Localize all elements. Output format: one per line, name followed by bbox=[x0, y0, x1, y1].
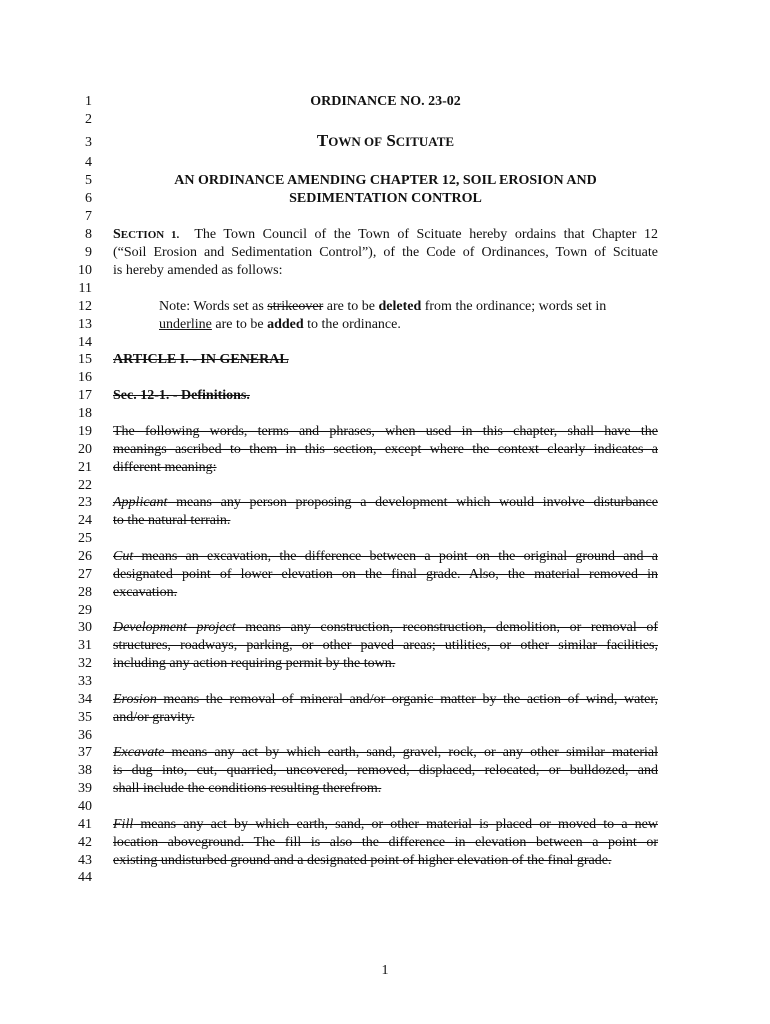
def-term: Excavate bbox=[113, 745, 165, 760]
line-number: 5 bbox=[85, 173, 92, 188]
line-number: 30 bbox=[78, 620, 92, 635]
town-title bbox=[113, 132, 658, 151]
line-number: 19 bbox=[78, 424, 92, 439]
line-number: 16 bbox=[78, 370, 92, 385]
def-cut-line3: excavation. bbox=[113, 585, 178, 600]
def-excavate-line2: is dug into, cut, quarried, uncovered, removed, displaced, relocated, or bulldozed, and bbox=[113, 763, 658, 778]
line-number: 11 bbox=[78, 281, 92, 296]
def-fill-line3: existing undisturbed ground and a designated point of higher elevation of the final grade. bbox=[113, 853, 612, 868]
line-number: 6 bbox=[85, 191, 92, 206]
line-number: 44 bbox=[78, 870, 92, 885]
line-number: 41 bbox=[78, 817, 92, 832]
line-number: 36 bbox=[78, 728, 92, 743]
ordinance-number: ORDINANCE NO. 23-02 bbox=[310, 94, 461, 109]
line-number: 4 bbox=[85, 155, 92, 170]
def-fill-line2: location aboveground. The fill is also the difference in elevation between a point or bbox=[113, 835, 658, 850]
def-cut-line1 bbox=[113, 548, 658, 566]
section1-line3: is hereby amended as follows: bbox=[113, 263, 283, 278]
ordinance-subtitle-line1: AN ORDINANCE AMENDING CHAPTER 12, SOIL EROSION AND bbox=[174, 173, 597, 188]
note-text: from the ordinance; words set in bbox=[421, 299, 607, 314]
section-heading: Sec. 12-1. - Definitions. bbox=[113, 388, 250, 403]
line-number: 31 bbox=[78, 638, 92, 653]
line-number: 40 bbox=[78, 799, 92, 814]
town-title-s: S bbox=[386, 131, 396, 150]
line-number: 32 bbox=[78, 656, 92, 671]
section1-line2: (“Soil Erosion and Sedimentation Control”), of the Code of Ordinances, Town of Scituate bbox=[113, 245, 658, 260]
line-number: 1 bbox=[85, 94, 92, 109]
def-applicant-line2: to the natural terrain. bbox=[113, 513, 231, 528]
def-text: means an excavation, the difference between a point on the original ground and a bbox=[133, 549, 658, 564]
note-text: to the ordinance. bbox=[303, 317, 401, 332]
section1-line1 bbox=[113, 226, 658, 244]
def-development-line3: including any action requiring permit by the town. bbox=[113, 656, 396, 671]
section1-label-rest: ECTION 1. bbox=[120, 229, 180, 241]
page-number: 1 bbox=[381, 963, 389, 978]
def-development-line1 bbox=[113, 619, 658, 637]
line-number: 28 bbox=[78, 585, 92, 600]
line-number: 29 bbox=[78, 603, 92, 618]
line-number: 24 bbox=[78, 513, 92, 528]
line-number: 34 bbox=[78, 692, 92, 707]
def-cut-line2: designated point of lower elevation on the final grade. Also, the material removed in bbox=[113, 567, 658, 582]
def-excavate-line3: shall include the conditions resulting therefrom. bbox=[113, 781, 382, 796]
note-deleted: deleted bbox=[378, 299, 422, 314]
line-number: 27 bbox=[78, 567, 92, 582]
line-number: 15 bbox=[78, 352, 92, 367]
line-number: 7 bbox=[85, 209, 92, 224]
def-excavate-line1 bbox=[113, 744, 658, 762]
line-number: 10 bbox=[78, 263, 92, 278]
note-line2 bbox=[159, 316, 658, 334]
line-number: 42 bbox=[78, 835, 92, 850]
def-term: Cut bbox=[113, 549, 134, 564]
intro-line2: meanings ascribed to them in this section, except where the context clearly indicates a bbox=[113, 442, 658, 457]
note-text: Note: Words set as bbox=[159, 299, 268, 314]
article-heading: ARTICLE I. - IN GENERAL bbox=[113, 352, 289, 367]
def-term: Applicant bbox=[113, 495, 168, 510]
note-added: added bbox=[267, 317, 304, 332]
line-number: 8 bbox=[85, 227, 92, 242]
note-underline-word: underline bbox=[159, 317, 212, 332]
line-number: 43 bbox=[78, 853, 92, 868]
section1-label bbox=[113, 227, 179, 242]
town-title-cituate: CITUATE bbox=[395, 134, 455, 149]
line-number: 21 bbox=[78, 460, 92, 475]
ordinance-subtitle-line2: SEDIMENTATION CONTROL bbox=[289, 191, 482, 206]
line-number: 23 bbox=[78, 495, 92, 510]
line-number: 9 bbox=[85, 245, 92, 260]
line-number: 12 bbox=[78, 299, 92, 314]
line-number: 25 bbox=[78, 531, 92, 546]
line-number: 33 bbox=[78, 674, 92, 689]
def-text: means any act by which earth, sand, gravel, rock, or any other similar material bbox=[164, 745, 658, 760]
intro-line3: different meaning: bbox=[113, 460, 217, 475]
note-text: are to be bbox=[323, 299, 379, 314]
section1-label-s: S bbox=[113, 227, 121, 242]
def-term: Fill bbox=[113, 817, 134, 832]
section1-text: The Town Council of the Town of Scituate hereby ordains that Chapter 12 bbox=[194, 227, 658, 242]
def-text: means any person proposing a development which would involve disturbance bbox=[167, 495, 658, 510]
def-fill-line1 bbox=[113, 816, 658, 834]
def-text: means any act by which earth, sand, or other material is placed or moved to a new bbox=[133, 817, 658, 832]
line-number: 17 bbox=[78, 388, 92, 403]
line-number: 22 bbox=[78, 478, 92, 493]
def-term: Development project bbox=[113, 620, 236, 635]
town-title-own: OWN OF bbox=[328, 134, 383, 149]
def-development-line2: structures, roadways, parking, or other paved areas; utilities, or other similar facilities, bbox=[113, 638, 658, 653]
line-number: 2 bbox=[85, 112, 92, 127]
line-number: 26 bbox=[78, 549, 92, 564]
line-number: 20 bbox=[78, 442, 92, 457]
def-text: means the removal of mineral and/or organic matter by the action of wind, water, bbox=[156, 692, 658, 707]
town-title-t: T bbox=[316, 131, 329, 150]
line-number: 38 bbox=[78, 763, 92, 778]
line-number: 14 bbox=[78, 335, 92, 350]
line-number: 35 bbox=[78, 710, 92, 725]
note-strike-word: strikeover bbox=[267, 299, 324, 314]
def-term: Erosion bbox=[113, 692, 157, 707]
def-text: means any construction, reconstruction, demolition, or removal of bbox=[235, 620, 658, 635]
note-line1 bbox=[159, 298, 658, 316]
line-number: 18 bbox=[78, 406, 92, 421]
intro-line1: The following words, terms and phrases, when used in this chapter, shall have the bbox=[113, 424, 658, 439]
line-number: 13 bbox=[78, 317, 92, 332]
note-text: are to be bbox=[211, 317, 268, 332]
def-applicant-line1 bbox=[113, 494, 658, 512]
def-erosion-line2: and/or gravity. bbox=[113, 710, 195, 725]
def-erosion-line1 bbox=[113, 691, 658, 709]
line-number: 3 bbox=[85, 135, 92, 150]
line-number: 39 bbox=[78, 781, 92, 796]
line-number: 37 bbox=[78, 745, 92, 760]
